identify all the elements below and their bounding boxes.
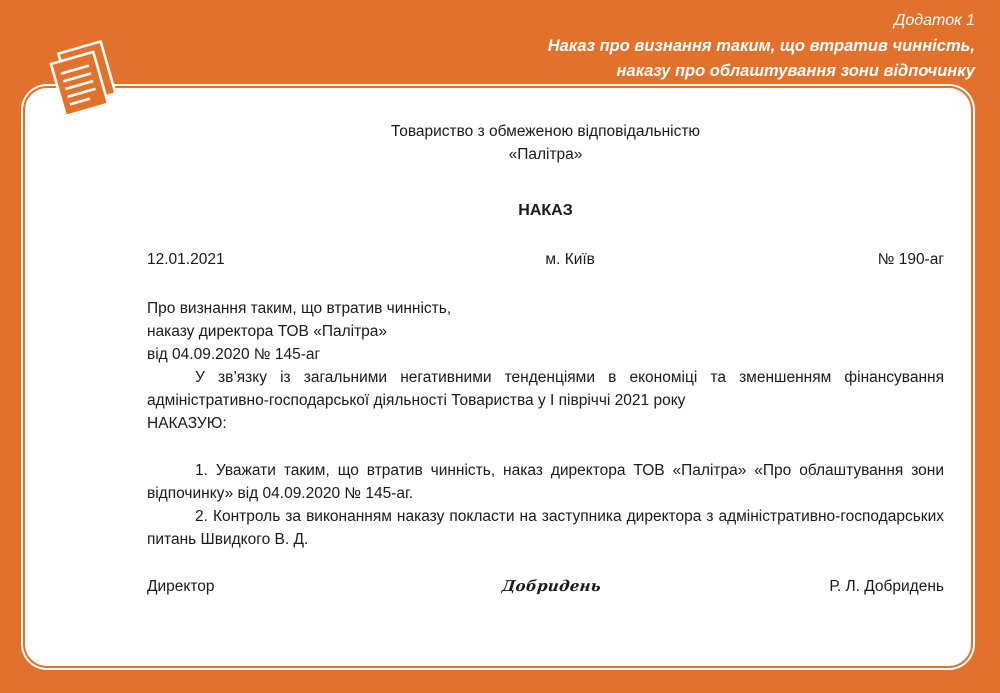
- appendix-label: Додаток 1: [894, 12, 975, 29]
- subject-line: наказу директора ТОВ «Палітра»: [147, 323, 388, 340]
- appendix-title-line2: наказу про облаштування зони відпочинку: [616, 62, 975, 80]
- document-date: 12.01.2021: [147, 251, 225, 268]
- document-subject: [147, 297, 944, 366]
- order-document: [147, 120, 944, 598]
- signature-block: [147, 575, 944, 598]
- subject-line: від 04.09.2020 № 145-аг: [147, 346, 321, 363]
- document-number: № 190-аг: [877, 251, 944, 268]
- subject-line: Про визнання таким, що втратив чинність,: [147, 300, 452, 317]
- order-items: [147, 459, 944, 551]
- document-meta: [147, 248, 944, 271]
- handwritten-signature: Добридень: [501, 577, 603, 595]
- signer-position: Директор: [147, 578, 215, 595]
- appendix-title-line1: Наказ про визнання таким, що втратив чинність,: [547, 37, 975, 55]
- order-word: НАКАЗУЮ:: [147, 415, 227, 432]
- documents-icon: [40, 38, 124, 118]
- order-item: 1. Уважати таким, що втратив чинність, наказ директора ТОВ «Палітра» «Про облаштування зони відпочинку» від 04.09.2020 № 145-аг.: [147, 462, 944, 502]
- document-title: НАКАЗ: [518, 202, 573, 219]
- preamble: У зв’язку із загальними негативними тенденціями в економіці та зменшенням фінансування адміністративно-господарської діяльності Товариства у І півріччі 2021 року: [147, 369, 944, 409]
- document-body: [147, 366, 944, 551]
- document-place: м. Київ: [545, 251, 595, 268]
- order-item: 2. Контроль за виконанням наказу покласти на заступника директора з адміністративно-господарських питань Швидкого В. Д.: [147, 508, 944, 548]
- appendix-title: [548, 34, 975, 84]
- organization-name: Товариство з обмеженою відповідальністю: [390, 123, 701, 140]
- organization-short-name: «Палітра»: [508, 146, 583, 163]
- signer-name: Р. Л. Добридень: [829, 578, 944, 595]
